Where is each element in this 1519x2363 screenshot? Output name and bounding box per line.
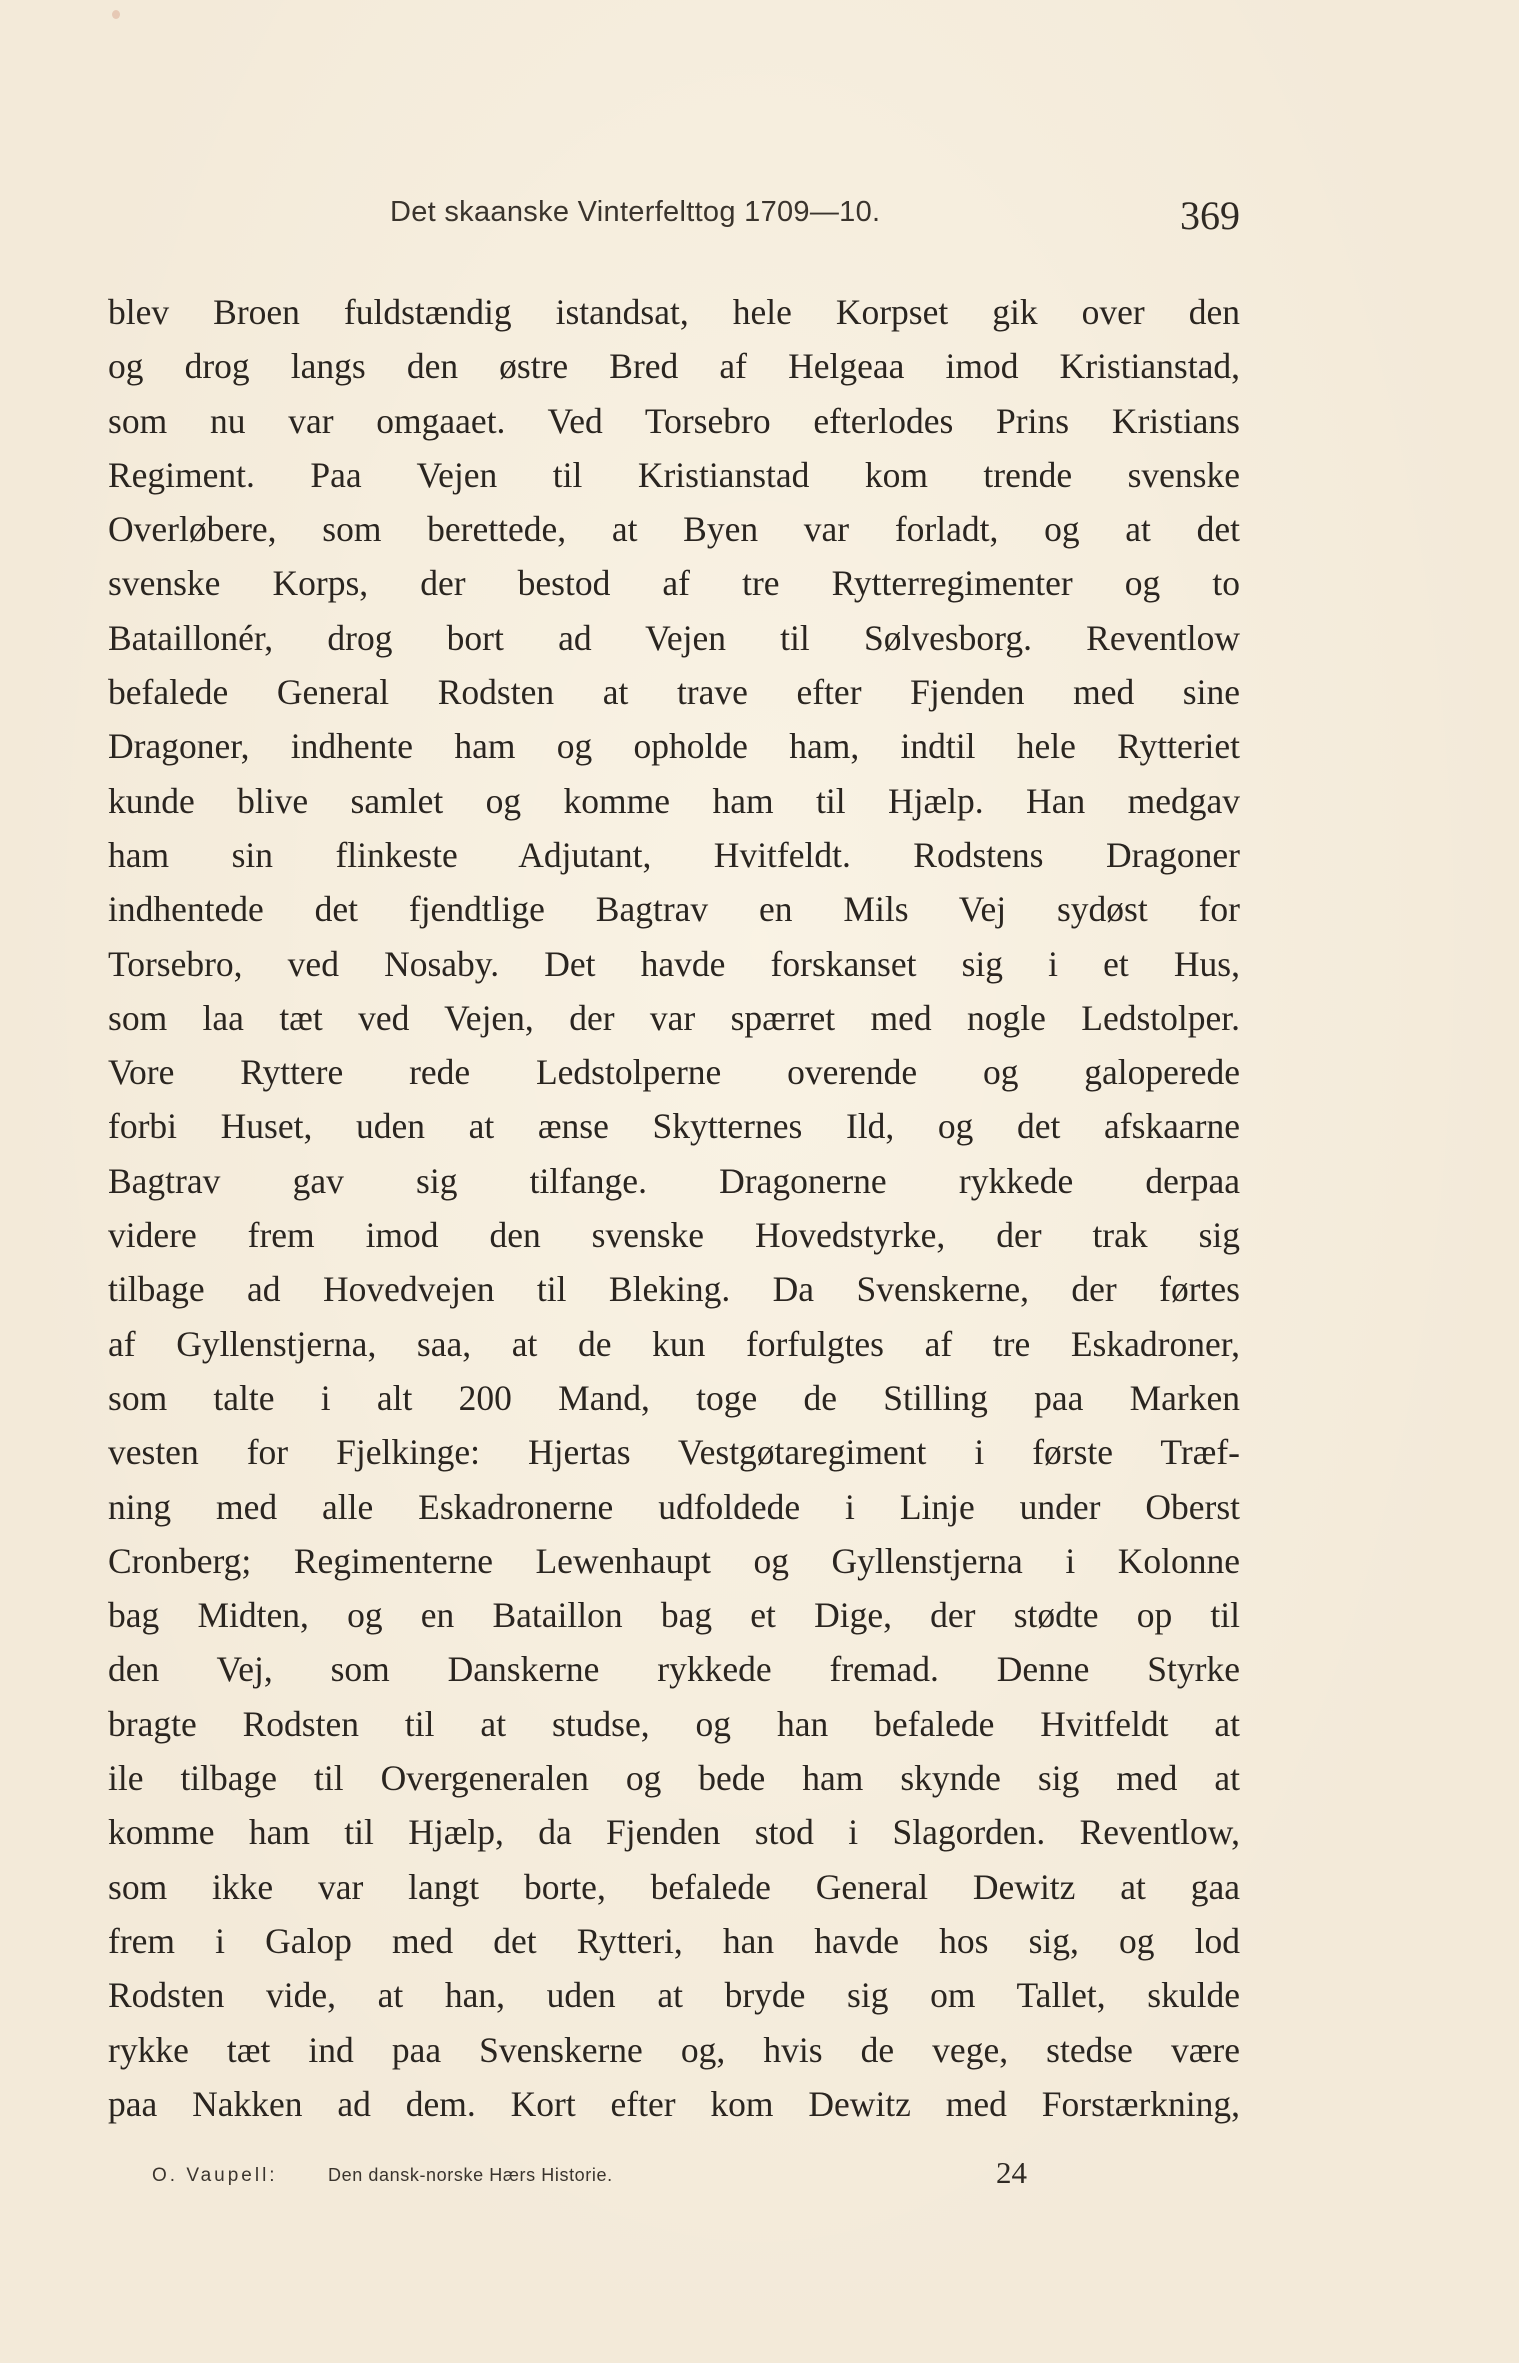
text-line: bag Midten, og en Bataillon bag et Dige, der stødte op til: [108, 1595, 1240, 1636]
text-line: Cronberg; Regimenterne Lewenhaupt og Gyllenstjerna i Kolonne: [108, 1540, 1240, 1581]
text-line: svenske Korps, der bestod af tre Rytterregimenter og to: [108, 563, 1240, 604]
text-line: af Gyllenstjerna, saa, at de kun forfulgtes af tre Eskadroner,: [108, 1323, 1240, 1364]
page-footer: [152, 2157, 1052, 2197]
text-line: Rodsten vide, at han, uden at bryde sig om Tallet, skulde: [108, 1975, 1240, 2016]
text-line: videre frem imod den svenske Hovedstyrke, der trak sig: [108, 1215, 1240, 1256]
running-title: Det skaanske Vinterfelttog 1709—10.: [390, 196, 881, 228]
text-line: og drog langs den østre Bred af Helgeaa imod Kristianstad,: [108, 346, 1240, 387]
text-line: Torsebro, ved Nosaby. Det havde forskanset sig i et Hus,: [108, 943, 1240, 984]
page-header: [390, 193, 1240, 246]
text-line: indhentede det fjendtlige Bagtrav en Mils Vej sydøst for: [108, 889, 1240, 930]
text-line: som laa tæt ved Vejen, der var spærret med nogle Ledstolper.: [108, 997, 1240, 1038]
footer-book-title: Den dansk-norske Hærs Historie.: [328, 2165, 613, 2185]
footer-author: O. Vaupell:: [152, 2165, 278, 2186]
text-line: som nu var omgaaet. Ved Torsebro efterlodes Prins Kristians: [108, 400, 1240, 441]
text-line: kunde blive samlet og komme ham til Hjælp. Han medgav: [108, 780, 1240, 821]
text-line: befalede General Rodsten at trave efter Fjenden med sine: [108, 672, 1240, 713]
text-line: komme ham til Hjælp, da Fjenden stod i Slagorden. Reventlow,: [108, 1812, 1240, 1853]
text-line: den Vej, som Danskerne rykkede fremad. Denne Styrke: [108, 1649, 1240, 1690]
text-line: Dragoner, indhente ham og opholde ham, indtil hele Rytteriet: [108, 726, 1240, 767]
text-line: som talte i alt 200 Mand, toge de Stilling paa Marken: [108, 1377, 1240, 1418]
text-line: blev Broen fuldstændig istandsat, hele Korpset gik over den: [108, 292, 1240, 332]
text-line: vesten for Fjelkinge: Hjertas Vestgøtaregiment i første Træf-: [108, 1432, 1240, 1473]
text-line: ile tilbage til Overgeneralen og bede ham skynde sig med at: [108, 1758, 1240, 1799]
text-line: ning med alle Eskadronerne udfoldede i Linje under Oberst: [108, 1486, 1240, 1527]
text-line: Overløbere, som berettede, at Byen var forladt, og at det: [108, 509, 1240, 550]
page-number: 369: [1180, 193, 1240, 238]
text-line: ham sin flinkeste Adjutant, Hvitfeldt. Rodstens Dragoner: [108, 834, 1240, 875]
text-line: tilbage ad Hovedvejen til Bleking. Da Svenskerne, der førtes: [108, 1269, 1240, 1310]
body-text: [108, 285, 1240, 2131]
text-line: Vore Ryttere rede Ledstolperne overende og galoperede: [108, 1052, 1240, 1093]
text-line: rykke tæt ind paa Svenskerne og, hvis de vege, stedse være: [108, 2029, 1240, 2070]
text-line: Bagtrav gav sig tilfange. Dragonerne rykkede derpaa: [108, 1160, 1240, 1201]
text-line: frem i Galop med det Rytteri, han havde hos sig, og lod: [108, 1920, 1240, 1961]
text-line: Regiment. Paa Vejen til Kristianstad kom trende svenske: [108, 454, 1240, 495]
text-line: som ikke var langt borte, befalede General Dewitz at gaa: [108, 1866, 1240, 1907]
text-line: Bataillonér, drog bort ad Vejen til Sølvesborg. Reventlow: [108, 617, 1240, 658]
text-line: paa Nakken ad dem. Kort efter kom Dewitz med Forstærkning,: [108, 2083, 1240, 2124]
text-line: bragte Rodsten til at studse, og han befalede Hvitfeldt at: [108, 1703, 1240, 1744]
text-line: forbi Huset, uden at ænse Skytternes Ild, og det afskaarne: [108, 1106, 1240, 1147]
signature-mark: 24: [996, 2155, 1027, 2190]
paper-speck: [112, 10, 120, 19]
